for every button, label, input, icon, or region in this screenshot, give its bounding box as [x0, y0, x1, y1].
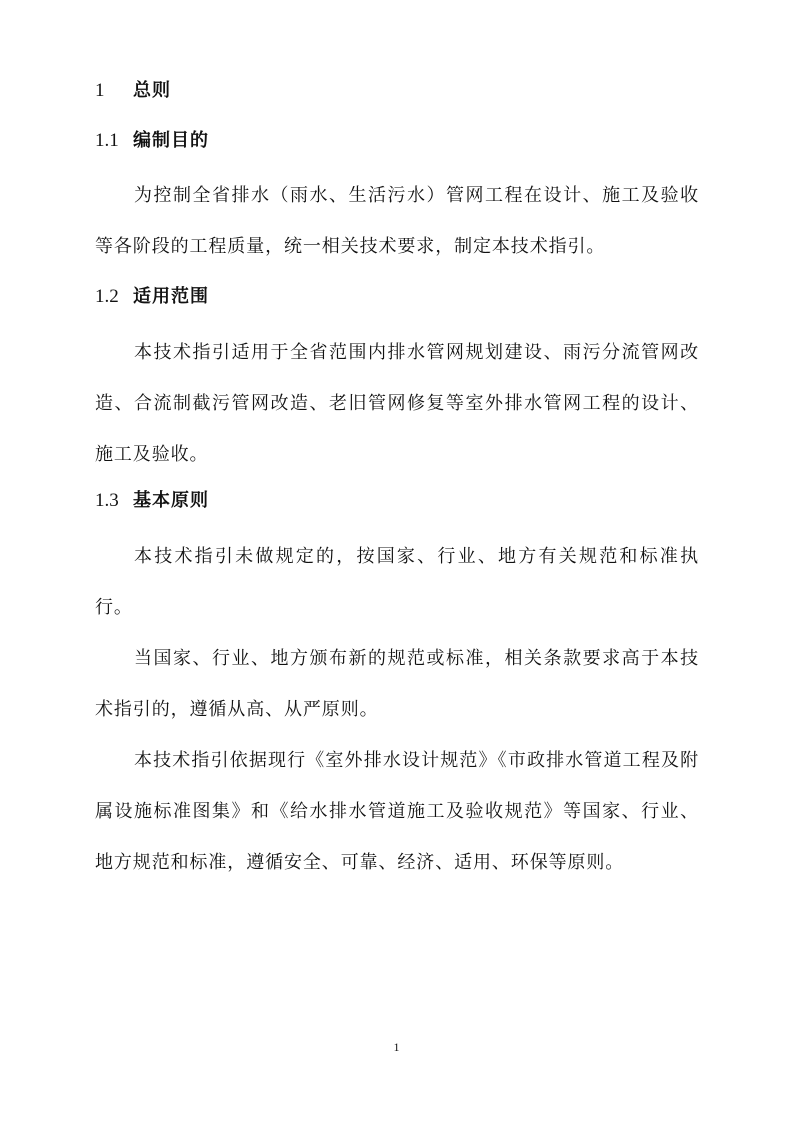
section-title: 编制目的	[133, 130, 209, 151]
section-number: 1.1	[95, 130, 119, 151]
paragraph-principle-2: 当国家、行业、地方颁布新的规范或标准，相关条款要求高于本技术指引的，遵循从高、从严原则。	[95, 648, 699, 720]
section-title: 适用范围	[133, 286, 209, 307]
paragraph-scope: 本技术指引适用于全省范围内排水管网规划建设、雨污分流管网改造、合流制截污管网改造、老旧管网修复等室外排水管网工程的设计、施工及验收。	[95, 342, 699, 465]
section-heading-1-2	[95, 284, 209, 309]
section-heading-1-1	[95, 128, 209, 153]
paragraph-principle-1: 本技术指引未做规定的，按国家、行业、地方有关规范和标准执行。	[95, 546, 699, 618]
section-title: 基本原则	[133, 490, 209, 511]
paragraph-principle-3: 本技术指引依据现行《室外排水设计规范》《市政排水管道工程及附属设施标准图集》和《给水排水管道施工及验收规范》等国家、行业、地方规范和标准，遵循安全、可靠、经济、适用、环保等原则。	[95, 750, 699, 873]
paragraph-purpose: 为控制全省排水（雨水、生活污水）管网工程在设计、施工及验收等各阶段的工程质量，统一相关技术要求，制定本技术指引。	[95, 185, 699, 257]
section-number: 1.3	[95, 490, 119, 511]
page-number: 1	[393, 1040, 400, 1054]
section-number: 1.2	[95, 286, 119, 307]
chapter-title: 总则	[133, 80, 171, 101]
section-heading-1-3	[95, 488, 209, 513]
chapter-number: 1	[95, 80, 105, 101]
chapter-heading	[95, 78, 171, 103]
